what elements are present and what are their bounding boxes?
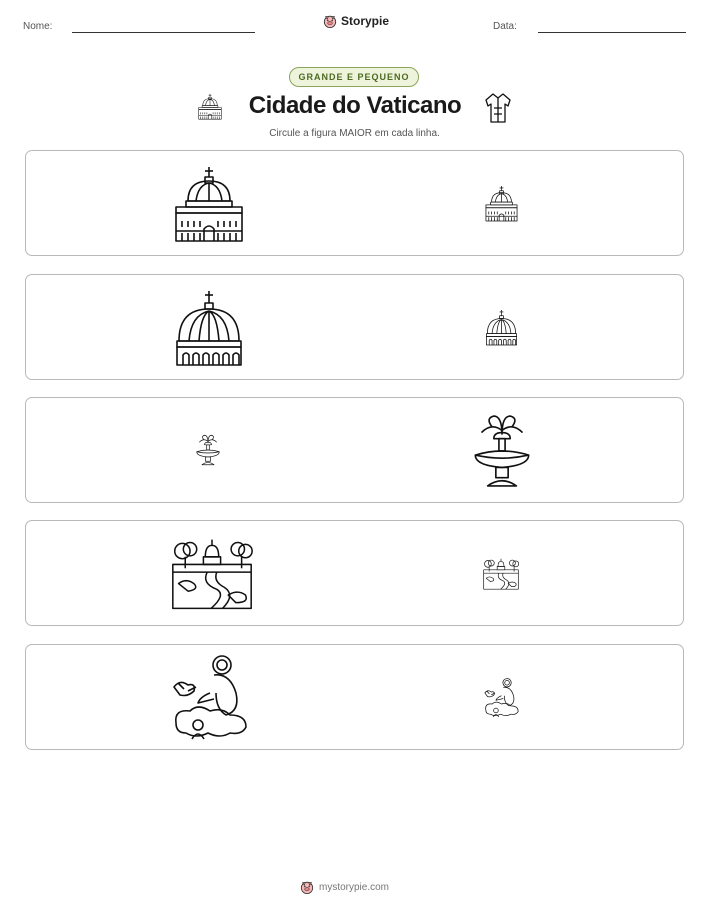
pig-icon	[300, 880, 314, 894]
page-title: Cidade do Vaticano	[248, 92, 462, 119]
fountain-icon[interactable]	[195, 432, 221, 468]
comparison-row-5	[25, 644, 684, 750]
brand-name: Storypie	[341, 14, 390, 28]
gardens-icon[interactable]	[169, 535, 255, 613]
pig-icon	[323, 14, 337, 28]
dome-icon[interactable]	[174, 289, 244, 367]
robe-icon	[484, 92, 512, 124]
date-label: Data:	[493, 21, 517, 32]
fountain-icon[interactable]	[471, 412, 533, 490]
brand-logo	[323, 14, 389, 28]
angel-dove-icon[interactable]	[483, 677, 520, 719]
angel-dove-icon[interactable]	[169, 653, 251, 743]
name-label: Nome:	[23, 21, 53, 32]
comparison-row-4	[25, 520, 684, 626]
dome-icon[interactable]	[485, 309, 518, 346]
gardens-icon[interactable]	[482, 555, 520, 593]
basilica-icon[interactable]	[174, 165, 244, 243]
basilica-icon[interactable]	[485, 185, 518, 222]
comparison-row-3	[25, 397, 684, 503]
category-badge: GRANDE E PEQUENO	[289, 67, 419, 87]
basilica-icon	[198, 93, 222, 120]
name-line[interactable]	[72, 32, 255, 33]
date-line[interactable]	[538, 32, 686, 33]
comparison-row-2	[25, 274, 684, 380]
comparison-row-1	[25, 150, 684, 256]
footer	[300, 880, 410, 894]
footer-url[interactable]: mystorypie.com	[319, 881, 390, 893]
instruction: Circule a figura MAIOR em cada linha.	[269, 128, 440, 139]
